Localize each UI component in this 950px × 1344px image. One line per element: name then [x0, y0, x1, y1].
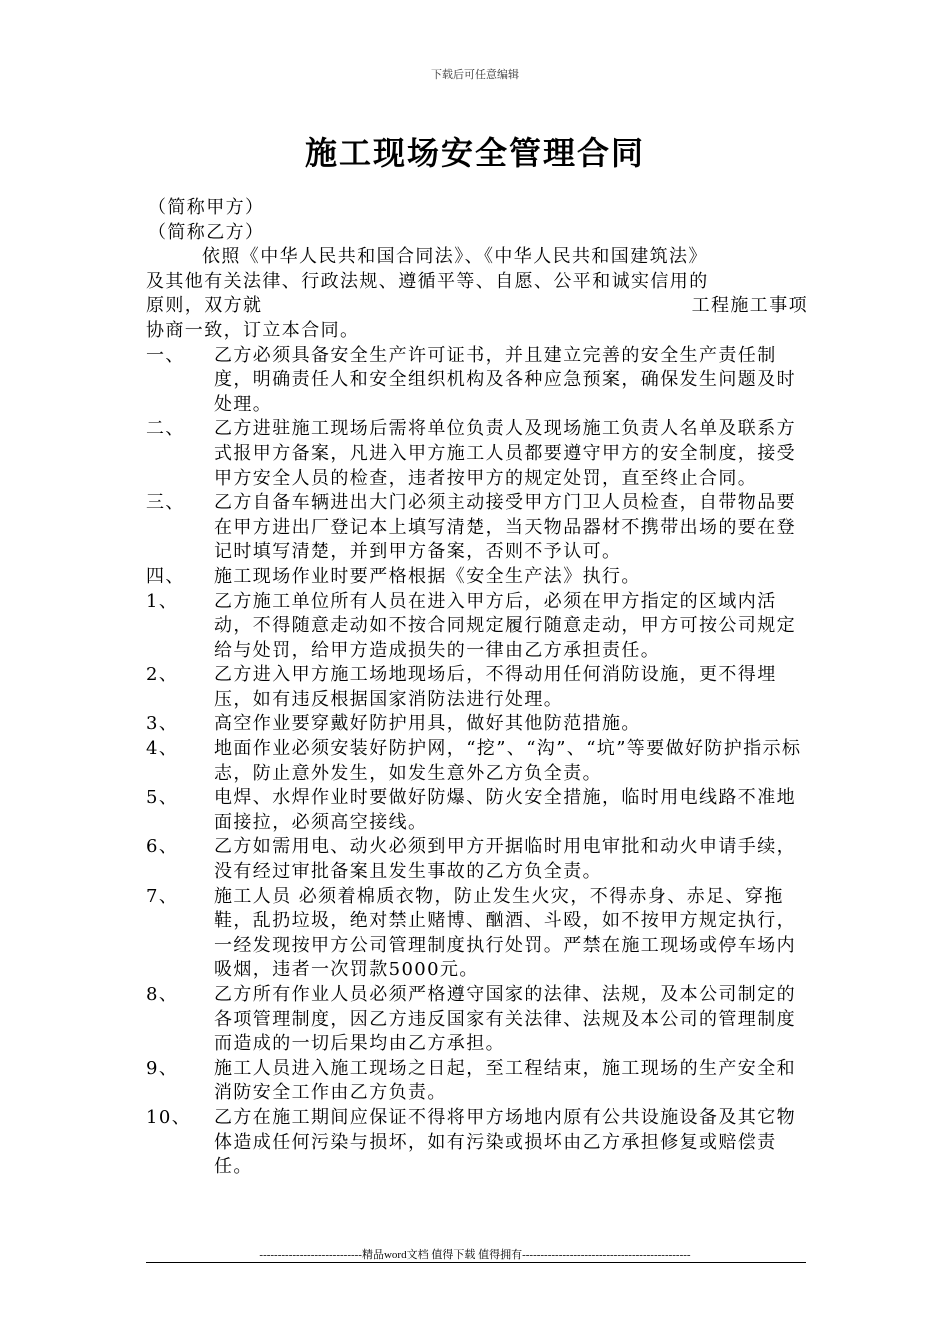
clause-number: 四、: [146, 565, 185, 587]
clause-text: 电焊、水焊作业时要做好防爆、防火安全措施，临时用电线路不准地面接拉，必须高空接线。: [214, 787, 796, 833]
clause-item: [146, 590, 808, 664]
clause-text: 乙方进入甲方施工场地现场后，不得动用任何消防设施，更不得埋压，如有违反根据国家消防法进行处理。: [214, 664, 777, 710]
clause-text: 高空作业要穿戴好防护用具，做好其他防范措施。: [214, 713, 641, 735]
party-a-line: （简称甲方）: [148, 197, 265, 218]
clause-text: 乙方必须具备安全生产许可证书，并且建立完善的安全生产责任制度，明确责任人和安全组织机构及各种应急预案，确保发生问题及时处理。: [214, 344, 796, 415]
clause-number: 三、: [146, 492, 185, 514]
clause-text: 乙方施工单位所有人员在进入甲方后，必须在甲方指定的区域内活动，不得随意走动如不按合同规定履行随意走动，甲方可按公司规定给与处罚，给甲方造成损失的一律由乙方承担责任。: [214, 590, 796, 661]
clause-item: [146, 1106, 808, 1180]
clause-text: 乙方所有作业人员必须严格遵守国家的法律、法规，及本公司制定的各项管理制度，因乙方违反国家有关法律、法规及本公司的管理制度而造成的一切后果均由乙方承担。: [214, 984, 796, 1055]
clause-item: [146, 835, 808, 884]
clause-number: 5、: [146, 787, 179, 809]
footer-divider: [146, 1262, 806, 1263]
intro-line-3: [146, 294, 808, 319]
contract-body: [146, 196, 808, 1180]
clause-item: [146, 737, 808, 786]
clause-item: [146, 565, 808, 590]
clause-text: 乙方进驻施工现场后需将单位负责人及现场施工负责人名单及联系方式报甲方备案，凡进入甲方施工人员都要遵守甲方的安全制度，接受甲方安全人员的检查，违者按甲方的规定处罚，直至终止合同。: [214, 418, 796, 489]
clause-item: [146, 344, 808, 418]
clause-number: 3、: [146, 713, 179, 735]
clause-number: 2、: [146, 664, 179, 686]
header-note: 下载后可任意编辑: [431, 69, 519, 81]
clause-text: 地面作业必须安装好防护网，“挖”、“沟”、“坑”等要做好防护指示标志，防止意外发生，如发生意外乙方负全责。: [214, 738, 802, 784]
footer-note: ----------------------------精品word文档 值得下载 值得拥有----------------------------------------------: [259, 1249, 691, 1261]
clause-text: 施工人员 必须着棉质衣物，防止发生火灾，不得赤身、赤足、穿拖鞋，乱扔垃圾，绝对禁止赌博、酗酒、斗殴，如不按甲方规定执行，一经发现按甲方公司管理制度执行处罚。严禁在施工现场或停车场内吸烟，违者一次罚款5000元。: [214, 885, 796, 981]
clause-item: [146, 786, 808, 835]
intro-line-2: 及其他有关法律、行政法规、遵循平等、自愿、公平和诚实信用的: [146, 270, 709, 292]
clause-item: [146, 491, 808, 565]
clause-number: 1、: [146, 590, 179, 612]
clause-text: 乙方在施工期间应保证不得将甲方场地内原有公共设施设备及其它物体造成任何污染与损坏，如有污染或损坏由乙方承担修复或赔偿责任。: [214, 1106, 796, 1178]
clause-number: 4、: [146, 738, 179, 760]
clause-text: 乙方自备车辆进出大门必须主动接受甲方门卫人员检查，自带物品要在甲方进出厂登记本上填写清楚，当天物品器材不携带出场的要在登记时填写清楚，并到甲方备案，否则不予认可。: [214, 492, 796, 563]
intro-line-1: 依照《中华人民共和国合同法》、《中华人民共和国建筑法》: [202, 246, 708, 268]
clause-number: 一、: [146, 344, 185, 366]
clause-item: [146, 1057, 808, 1106]
clause-number: 7、: [146, 885, 179, 907]
clause-item: [146, 983, 808, 1057]
clause-number: 二、: [146, 418, 185, 440]
clause-text: 施工人员进入施工现场之日起，至工程结束，施工现场的生产安全和消防安全工作由乙方负责。: [214, 1057, 796, 1104]
clause-text: 乙方如需用电、动火必须到甲方开据临时用电审批和动火申请手续，没有经过审批备案且发生事故的乙方负全责。: [214, 836, 796, 883]
clause-item: [146, 663, 808, 712]
clause-item: [146, 417, 808, 491]
clause-item: [146, 885, 808, 983]
intro-line-4: 协商一致，订立本合同。: [146, 319, 360, 341]
clause-list: [146, 344, 808, 1180]
intro-line-3-left: 原则，双方就: [146, 295, 263, 317]
clause-item: [146, 712, 808, 737]
clause-text: 施工现场作业时要严格根据《安全生产法》执行。: [214, 565, 641, 587]
clause-number: 10、: [146, 1106, 192, 1128]
clause-number: 6、: [146, 836, 179, 858]
clause-number: 9、: [146, 1057, 179, 1079]
clause-number: 8、: [146, 984, 179, 1005]
document-title: 施工现场安全管理合同: [304, 134, 645, 172]
intro-line-3-right: 工程施工事项: [691, 295, 808, 317]
party-b-line: （简称乙方）: [148, 221, 265, 243]
